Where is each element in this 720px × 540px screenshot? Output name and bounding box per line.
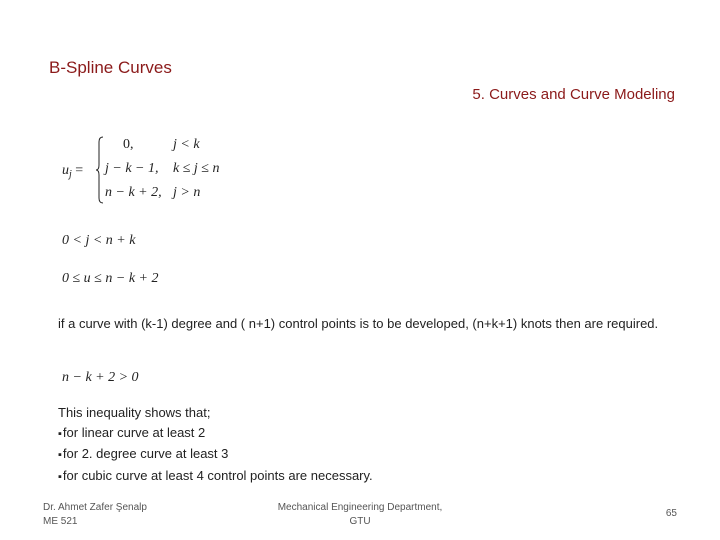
inequality-explanation — [58, 403, 373, 487]
slide-title: B-Spline Curves — [49, 58, 172, 77]
author-name: Dr. Ahmet Zafer Şenalp — [43, 502, 147, 513]
bullet-item: ▪ for cubic curve at least 4 control points are necessary. — [58, 466, 373, 488]
range-j-equation: 0 < j < n + k — [62, 233, 136, 248]
piecewise-row: j − k − 1, k ≤ j ≤ n — [105, 161, 220, 176]
piecewise-equation — [62, 132, 262, 212]
bullet-item: ▪ for linear curve at least 2 — [58, 423, 373, 445]
piecewise-row: n − k + 2, j > n — [105, 185, 201, 200]
curly-brace-icon — [96, 136, 104, 204]
department-line: Mechanical Engineering Department, — [277, 502, 443, 513]
footer-department — [255, 501, 465, 529]
condition-equation: n − k + 2 > 0 — [62, 370, 139, 385]
bullet-item: ▪ for 2. degree curve at least 3 — [58, 444, 373, 466]
explanation-intro: This inequality shows that; — [58, 405, 211, 420]
knots-paragraph: if a curve with (k-1) degree and ( n+1) control points is to be developed, (n+k+1) knots then are required. — [58, 316, 659, 331]
chapter-title: 5. Curves and Curve Modeling — [472, 86, 675, 103]
department-line: GTU — [349, 516, 371, 527]
footer-author — [43, 501, 147, 529]
course-code: ME 521 — [43, 516, 78, 527]
range-u-equation: 0 ≤ u ≤ n − k + 2 — [62, 271, 159, 286]
piecewise-lhs: $u_j$ = — [62, 163, 84, 180]
piecewise-row: 0, j < k — [123, 137, 200, 152]
page-number: 65 — [665, 508, 677, 519]
